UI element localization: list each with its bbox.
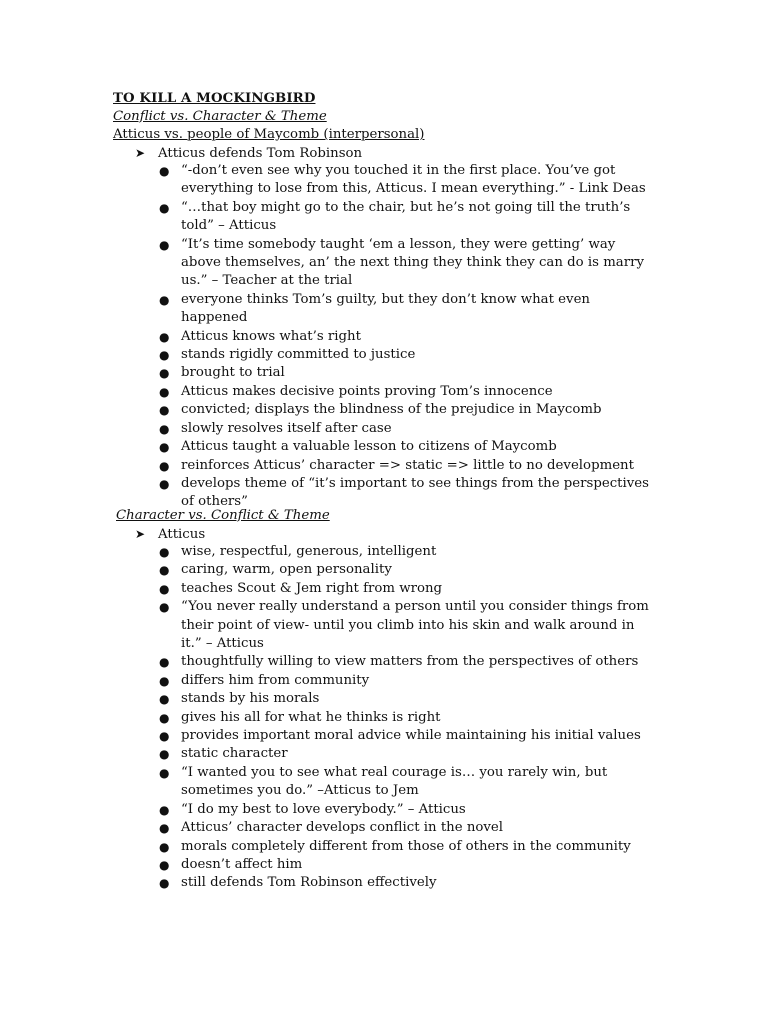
list-item-text: stands rigidly committed to justice (181, 347, 416, 363)
section2-subtitle: Character vs. Conflict & Theme (116, 508, 330, 523)
list-item (0, 690, 651, 708)
list-item (0, 709, 651, 727)
document-title: TO KILL A MOCKINGBIRD (113, 91, 316, 106)
bullet-icon: ● (159, 329, 170, 344)
list-item-text: differs him from community (181, 672, 370, 688)
list-item-text: “It’s time somebody taught ‘em a lesson, they were getting’ way above themselves, an’ the next thing they think they can do is marry us.” – Teacher at the trial (181, 236, 644, 289)
section1-topic-label: Atticus defends Tom Robinson (158, 146, 363, 161)
list-item-text: morals completely different from those of others in the community (181, 838, 631, 854)
bullet-icon: ● (159, 384, 170, 399)
list-item-text: “-don’t even see why you touched it in the first place. You’ve got everything to lose from this, Atticus. I mean everything.” - Link Deas (181, 163, 646, 197)
list-item (0, 457, 651, 475)
section2-topic (135, 525, 205, 544)
list-item-text: thoughtfully willing to view matters from the perspectives of others (181, 654, 639, 670)
list-item (0, 199, 651, 236)
bullet-icon: ● (159, 421, 170, 436)
list-item-text: gives his all for what he thinks is right (181, 709, 441, 725)
list-item-text: “You never really understand a person until you consider things from their point of view- until you climb into his skin and walk around in it.” – Atticus (181, 599, 649, 652)
list-item (0, 438, 651, 456)
list-item (0, 420, 651, 438)
list-item (0, 383, 651, 401)
section1-topic (135, 144, 362, 163)
list-item-text: Atticus knows what’s right (181, 328, 361, 344)
list-item-text: caring, warm, open personality (181, 562, 392, 578)
list-item-text: everyone thinks Tom’s guilty, but they don’t know what even happened (181, 291, 590, 326)
bullet-icon: ● (159, 237, 170, 252)
bullet-icon: ● (159, 747, 170, 762)
list-item (0, 401, 651, 419)
list-item-text: slowly resolves itself after case (181, 420, 392, 436)
bullet-icon: ● (159, 458, 170, 473)
list-item (0, 764, 651, 801)
bullet-icon: ● (159, 765, 170, 780)
bullet-icon: ● (159, 655, 170, 670)
section1-heading: Atticus vs. people of Maycomb (interpersonal) (113, 127, 425, 142)
bullet-icon: ● (159, 563, 170, 578)
list-item (0, 727, 651, 745)
section2-topic-label: Atticus (158, 527, 206, 542)
list-item-text: provides important moral advice while maintaining his initial values (181, 728, 641, 744)
list-item-text: stands by his morals (181, 691, 320, 707)
section2-bullet-list (0, 543, 768, 893)
bullet-icon: ● (159, 692, 170, 707)
list-item (0, 856, 651, 874)
list-item-text: “…that boy might go to the chair, but he’s not going till the truth’s told” – Atticus (181, 199, 631, 234)
bullet-icon: ● (159, 729, 170, 744)
section1-subtitle: Conflict vs. Character & Theme (113, 109, 327, 124)
arrow-bullet-icon: ➤ (135, 146, 146, 160)
bullet-icon: ● (159, 802, 170, 817)
list-item-text: Atticus makes decisive points proving Tom’s innocence (181, 383, 553, 399)
list-item-text: convicted; displays the blindness of the prejudice in Maycomb (181, 402, 602, 418)
list-item-text: Atticus’ character develops conflict in the novel (181, 820, 504, 836)
bullet-icon: ● (159, 292, 170, 307)
bullet-icon: ● (159, 545, 170, 559)
list-item (0, 561, 651, 579)
list-item-text: “I wanted you to see what real courage is… you rarely win, but sometimes you do.” –Atticus to Jem (181, 764, 608, 799)
bullet-icon: ● (159, 581, 170, 596)
list-item-text: static character (181, 746, 288, 762)
list-item (0, 672, 651, 690)
list-item (0, 653, 651, 671)
arrow-bullet-icon: ➤ (135, 527, 146, 541)
list-item (0, 328, 651, 346)
bullet-icon: ● (159, 876, 170, 891)
list-item (0, 838, 651, 856)
list-item-text: reinforces Atticus’ character => static => little to no development (181, 457, 634, 473)
list-item (0, 291, 651, 328)
list-item-text: Atticus taught a valuable lesson to citizens of Maycomb (181, 439, 557, 455)
list-item-text: wise, respectful, generous, intelligent (181, 544, 437, 559)
bullet-icon: ● (159, 600, 170, 615)
list-item-text: still defends Tom Robinson effectively (181, 875, 437, 891)
list-item-text: teaches Scout & Jem right from wrong (181, 580, 443, 596)
bullet-icon: ● (159, 200, 170, 215)
list-item-text: doesn’t affect him (181, 856, 303, 872)
list-item (0, 162, 651, 199)
list-item (0, 874, 651, 892)
list-item (0, 745, 651, 763)
section1-bullet-list (0, 162, 768, 512)
bullet-icon: ● (159, 348, 170, 363)
list-item (0, 801, 651, 819)
list-item (0, 598, 651, 653)
list-item-text: “I do my best to love everybody.” – Atticus (181, 801, 466, 817)
list-item (0, 364, 651, 382)
bullet-icon: ● (159, 839, 170, 854)
list-item (0, 346, 651, 364)
list-item-text: develops theme of “it’s important to see things from the perspectives of others” (181, 475, 649, 510)
bullet-icon: ● (159, 164, 170, 178)
list-item (0, 236, 651, 291)
list-item-text: brought to trial (181, 365, 285, 381)
bullet-icon: ● (159, 821, 170, 836)
bullet-icon: ● (159, 857, 170, 872)
bullet-icon: ● (159, 476, 170, 491)
list-item (0, 580, 651, 598)
bullet-icon: ● (159, 673, 170, 688)
bullet-icon: ● (159, 710, 170, 725)
list-item (0, 819, 651, 837)
bullet-icon: ● (159, 366, 170, 381)
bullet-icon: ● (159, 403, 170, 418)
bullet-icon: ● (159, 440, 170, 455)
list-item (0, 543, 651, 561)
